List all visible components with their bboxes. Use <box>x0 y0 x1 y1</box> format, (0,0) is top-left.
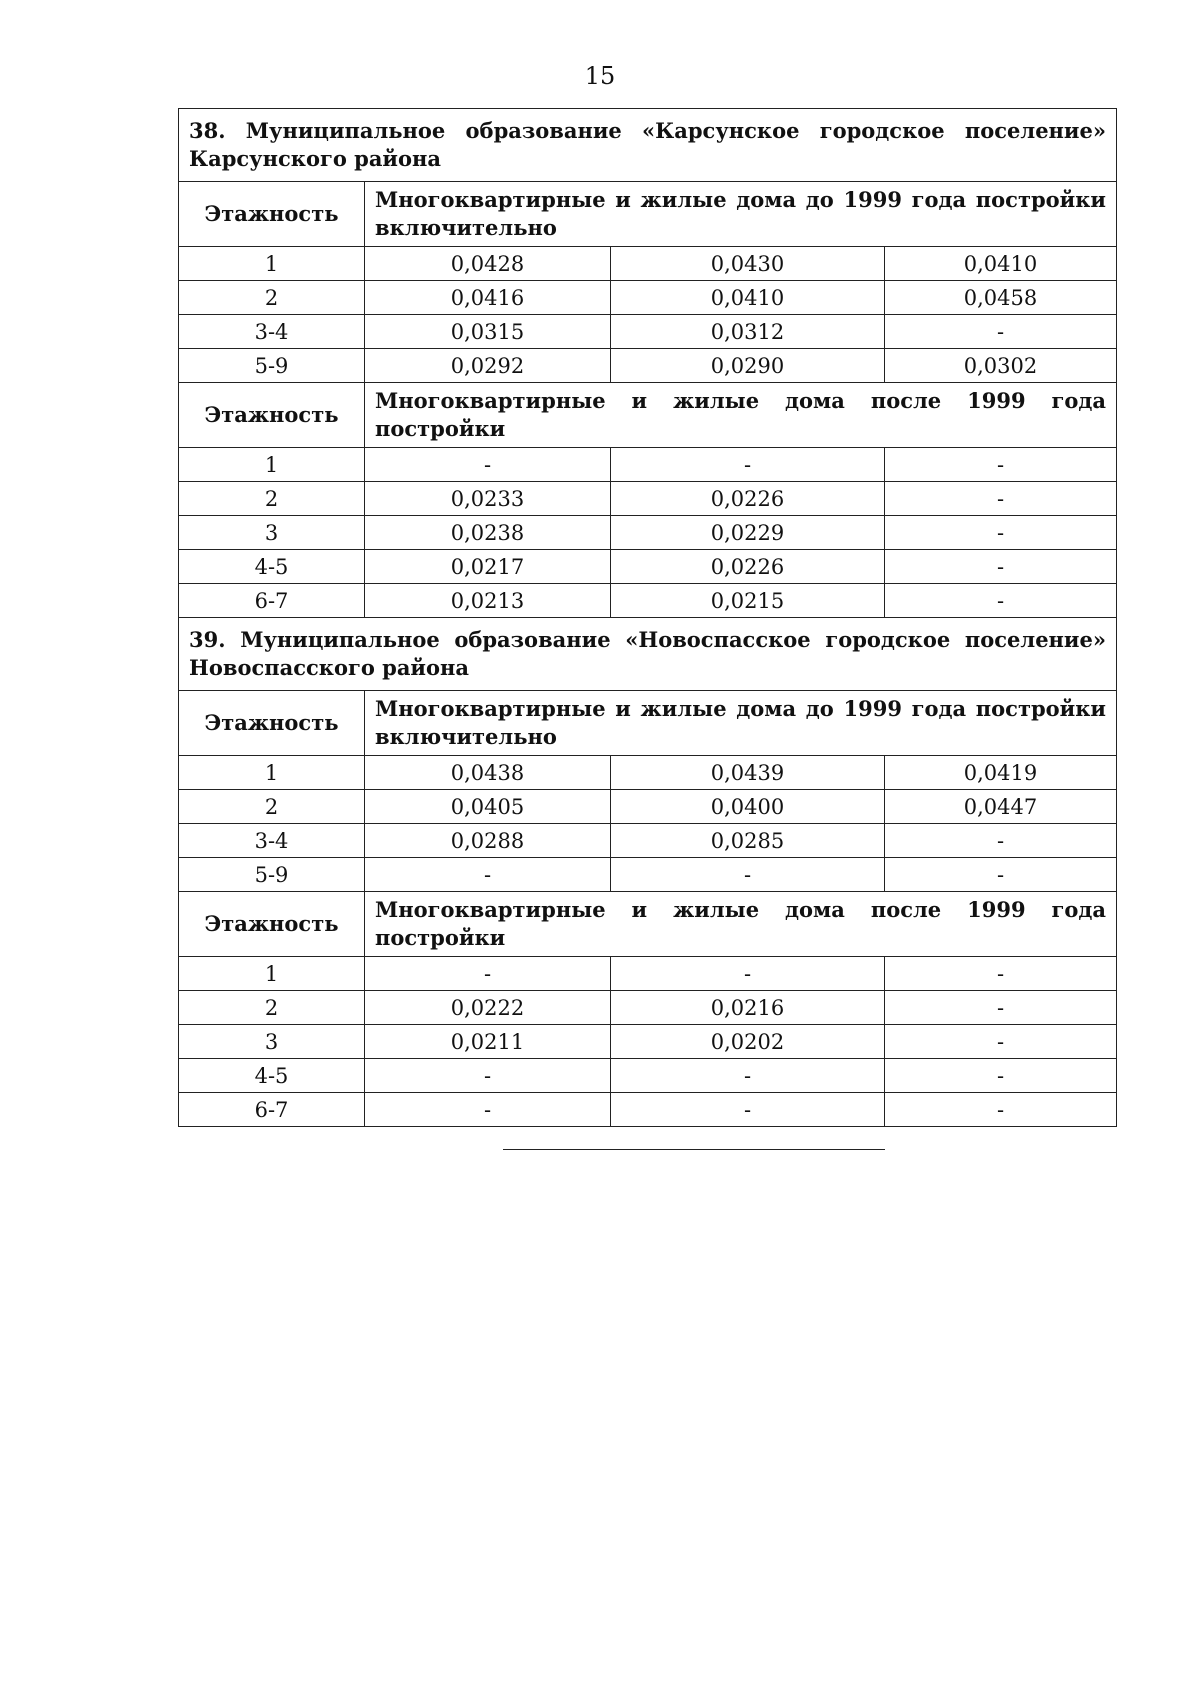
floor-cell: 3 <box>179 1025 365 1059</box>
group-header: Многоквартирные и жилые дома после 1999 года постройки <box>365 892 1117 957</box>
floor-cell: 3 <box>179 516 365 550</box>
value-cell: 0,0405 <box>365 790 611 824</box>
value-cell: - <box>885 482 1117 516</box>
group-header: Многоквартирные и жилые дома до 1999 года постройки включительно <box>365 691 1117 756</box>
value-cell: - <box>365 1059 611 1093</box>
floor-cell: 2 <box>179 790 365 824</box>
value-cell: 0,0215 <box>611 584 885 618</box>
table-row <box>179 991 1117 1025</box>
table-row <box>179 349 1117 383</box>
group-header-row <box>179 691 1117 756</box>
table-row <box>179 858 1117 892</box>
value-cell: 0,0458 <box>885 281 1117 315</box>
section-title-row <box>179 618 1117 691</box>
table-row <box>179 247 1117 281</box>
floor-cell: 1 <box>179 756 365 790</box>
table-row <box>179 790 1117 824</box>
table-row <box>179 281 1117 315</box>
value-cell: 0,0315 <box>365 315 611 349</box>
floor-cell: 6-7 <box>179 1093 365 1127</box>
floor-cell: 1 <box>179 957 365 991</box>
group-header: Многоквартирные и жилые дома после 1999 года постройки <box>365 383 1117 448</box>
value-cell: - <box>365 448 611 482</box>
value-cell: - <box>365 957 611 991</box>
section-title-row <box>179 109 1117 182</box>
value-cell: - <box>611 448 885 482</box>
floor-column-header: Этажность <box>179 892 365 957</box>
table-row <box>179 1059 1117 1093</box>
floor-cell: 3-4 <box>179 824 365 858</box>
floor-cell: 5-9 <box>179 858 365 892</box>
value-cell: 0,0439 <box>611 756 885 790</box>
floor-cell: 1 <box>179 448 365 482</box>
floor-cell: 1 <box>179 247 365 281</box>
value-cell: - <box>885 448 1117 482</box>
group-header-row <box>179 383 1117 448</box>
value-cell: 0,0312 <box>611 315 885 349</box>
section-title: 38. Муниципальное образование «Карсунское городское поселение» Карсунского района <box>179 109 1117 182</box>
table-row <box>179 550 1117 584</box>
table-row <box>179 756 1117 790</box>
value-cell: - <box>611 957 885 991</box>
value-cell: - <box>365 1093 611 1127</box>
floor-column-header: Этажность <box>179 182 365 247</box>
value-cell: 0,0202 <box>611 1025 885 1059</box>
value-cell: 0,0447 <box>885 790 1117 824</box>
value-cell: 0,0233 <box>365 482 611 516</box>
floor-cell: 6-7 <box>179 584 365 618</box>
table-row <box>179 1093 1117 1127</box>
table-row <box>179 516 1117 550</box>
value-cell: 0,0430 <box>611 247 885 281</box>
value-cell: 0,0416 <box>365 281 611 315</box>
table-row <box>179 482 1117 516</box>
value-cell: 0,0216 <box>611 991 885 1025</box>
value-cell: - <box>885 315 1117 349</box>
value-cell: - <box>885 858 1117 892</box>
page-number: 15 <box>584 62 616 90</box>
value-cell: - <box>885 1025 1117 1059</box>
floor-cell: 2 <box>179 482 365 516</box>
value-cell: 0,0419 <box>885 756 1117 790</box>
table-row <box>179 448 1117 482</box>
value-cell: - <box>611 1059 885 1093</box>
group-header: Многоквартирные и жилые дома до 1999 года постройки включительно <box>365 182 1117 247</box>
table-row <box>179 957 1117 991</box>
group-header-row <box>179 182 1117 247</box>
value-cell: 0,0400 <box>611 790 885 824</box>
value-cell: 0,0410 <box>611 281 885 315</box>
value-cell: 0,0302 <box>885 349 1117 383</box>
value-cell: - <box>611 1093 885 1127</box>
value-cell: - <box>885 991 1117 1025</box>
value-cell: - <box>885 824 1117 858</box>
value-cell: 0,0428 <box>365 247 611 281</box>
floor-cell: 3-4 <box>179 315 365 349</box>
footer-rule <box>503 1149 885 1150</box>
table-row <box>179 1025 1117 1059</box>
tariff-table <box>178 108 1117 1127</box>
value-cell: 0,0226 <box>611 550 885 584</box>
floor-cell: 5-9 <box>179 349 365 383</box>
floor-column-header: Этажность <box>179 383 365 448</box>
value-cell: - <box>885 516 1117 550</box>
value-cell: - <box>611 858 885 892</box>
section-title: 39. Муниципальное образование «Новоспасское городское поселение» Новоспасского района <box>179 618 1117 691</box>
value-cell: - <box>365 858 611 892</box>
value-cell: 0,0222 <box>365 991 611 1025</box>
value-cell: - <box>885 957 1117 991</box>
table-row <box>179 824 1117 858</box>
value-cell: - <box>885 1059 1117 1093</box>
value-cell: - <box>885 550 1117 584</box>
value-cell: 0,0211 <box>365 1025 611 1059</box>
group-header-row <box>179 892 1117 957</box>
floor-cell: 4-5 <box>179 1059 365 1093</box>
value-cell: 0,0229 <box>611 516 885 550</box>
floor-column-header: Этажность <box>179 691 365 756</box>
floor-cell: 4-5 <box>179 550 365 584</box>
value-cell: 0,0410 <box>885 247 1117 281</box>
value-cell: 0,0226 <box>611 482 885 516</box>
value-cell: 0,0288 <box>365 824 611 858</box>
table-body <box>179 109 1117 1127</box>
value-cell: 0,0217 <box>365 550 611 584</box>
value-cell: 0,0292 <box>365 349 611 383</box>
table-row <box>179 315 1117 349</box>
value-cell: 0,0285 <box>611 824 885 858</box>
value-cell: 0,0238 <box>365 516 611 550</box>
value-cell: - <box>885 584 1117 618</box>
value-cell: 0,0213 <box>365 584 611 618</box>
value-cell: - <box>885 1093 1117 1127</box>
floor-cell: 2 <box>179 991 365 1025</box>
value-cell: 0,0290 <box>611 349 885 383</box>
table-row <box>179 584 1117 618</box>
value-cell: 0,0438 <box>365 756 611 790</box>
floor-cell: 2 <box>179 281 365 315</box>
